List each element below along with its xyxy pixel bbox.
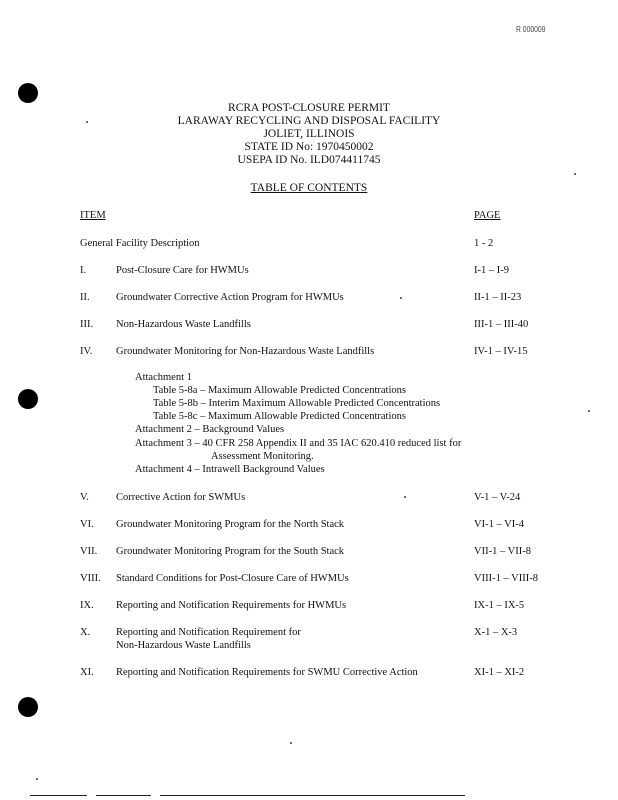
item-title: Reporting and Notification Requirements for HWMUs	[116, 600, 347, 611]
item-title: Groundwater Monitoring Program for the North Stack	[116, 519, 345, 530]
item-number: VIII.	[80, 573, 101, 584]
scan-speck	[36, 778, 38, 780]
attachment-2: Attachment 2 – Background Values	[135, 424, 285, 435]
attachment-table-5-8a: Table 5-8a – Maximum Allowable Predicted Concentrations	[153, 385, 406, 396]
item-number: VII.	[80, 546, 98, 557]
scan-speck	[588, 410, 590, 412]
item-pages: XI-1 – XI-2	[474, 667, 525, 678]
scan-speck	[400, 297, 402, 299]
item-number: IV.	[80, 346, 93, 357]
attachment-4: Attachment 4 – Intrawell Background Values	[135, 464, 325, 475]
punch-hole-top	[18, 83, 38, 103]
item-pages: VII-1 – VII-8	[474, 546, 531, 557]
item-title: Groundwater Corrective Action Program for HWMUs	[116, 292, 344, 303]
attachment-table-5-8b: Table 5-8b – Interim Maximum Allowable Predicted Concentrations	[153, 398, 441, 409]
item-pages: III-1 – III-40	[474, 319, 529, 330]
item-title: Groundwater Monitoring for Non-Hazardous Waste Landfills	[116, 346, 375, 357]
item-pages: X-1 – X-3	[474, 627, 518, 638]
item-number: II.	[80, 292, 90, 303]
scan-speck	[574, 173, 576, 175]
attachment-3-continued: Assessment Monitoring.	[211, 451, 314, 462]
footer-rule	[160, 795, 465, 796]
toc-title: TABLE OF CONTENTS	[250, 182, 368, 194]
punch-hole-middle	[18, 389, 38, 409]
footer-rule	[96, 795, 151, 796]
attachment-3: Attachment 3 – 40 CFR 258 Appendix II and 35 IAC 620.410 reduced list for	[135, 438, 462, 449]
item-number: I.	[80, 265, 87, 276]
item-title: Reporting and Notification Requirements for SWMU Corrective Action	[116, 667, 418, 678]
toc-row	[0, 626, 618, 652]
punch-hole-bottom	[18, 697, 38, 717]
item-title: Post-Closure Care for HWMUs	[116, 265, 249, 276]
item-number: X.	[80, 627, 91, 638]
scan-speck	[290, 742, 292, 744]
item-number: V.	[80, 492, 89, 503]
header-line-4: STATE ID No: 1970450002	[244, 141, 374, 153]
item-title: Corrective Action for SWMUs	[116, 492, 246, 503]
item-title: Standard Conditions for Post-Closure Care of HWMUs	[116, 573, 349, 584]
page-column-header: PAGE	[474, 210, 501, 221]
item-number: IX.	[80, 600, 94, 611]
permit-header	[0, 102, 618, 167]
item-title: Groundwater Monitoring Program for the South Stack	[116, 546, 345, 557]
header-line-1: RCRA POST-CLOSURE PERMIT	[228, 102, 390, 114]
item-number: III.	[80, 319, 94, 330]
item-pages: II-1 – II-23	[474, 292, 522, 303]
item-pages: IV-1 – IV-15	[474, 346, 528, 357]
item-pages: VIII-1 – VIII-8	[474, 573, 538, 584]
general-title: General Facility Description	[80, 238, 200, 249]
item-title: Non-Hazardous Waste Landfills	[116, 319, 251, 330]
header-line-5: USEPA ID No. ILD074411745	[237, 154, 381, 166]
general-pages: 1 - 2	[474, 238, 494, 249]
attachment-1: Attachment 1	[135, 372, 192, 383]
item-number: VI.	[80, 519, 94, 530]
attachment-table-5-8c: Table 5-8c – Maximum Allowable Predicted Concentrations	[153, 411, 406, 422]
item-number: XI.	[80, 667, 94, 678]
header-line-3: JOLIET, ILLINOIS	[263, 128, 355, 140]
item-pages: IX-1 – IX-5	[474, 600, 525, 611]
item-title-continued: Non-Hazardous Waste Landfills	[116, 640, 251, 651]
scan-speck	[86, 121, 88, 123]
item-pages: V-1 – V-24	[474, 492, 521, 503]
bates-stamp: R 000009	[516, 25, 546, 34]
item-pages: VI-1 – VI-4	[474, 519, 524, 530]
item-title: Reporting and Notification Requirement for	[116, 627, 301, 638]
item-column-header: ITEM	[80, 210, 106, 221]
scan-speck	[404, 496, 406, 498]
header-line-2: LARAWAY RECYCLING AND DISPOSAL FACILITY	[177, 115, 441, 127]
footer-rule	[30, 795, 87, 796]
item-pages: I-1 – I-9	[474, 265, 509, 276]
